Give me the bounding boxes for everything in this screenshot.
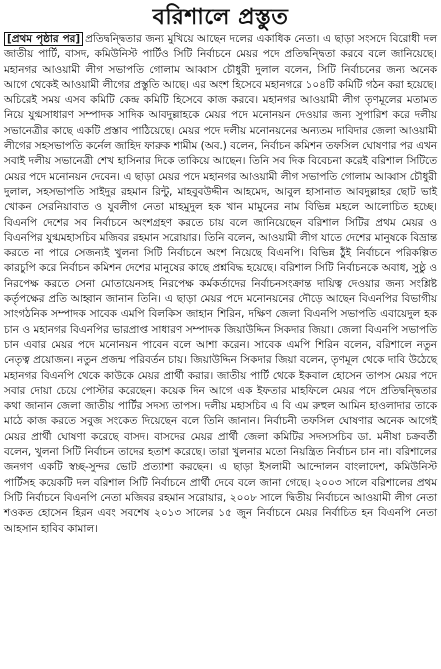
article-text: প্রতিদ্বন্দ্বিতার জন্য মুখিয়ে আছেন দলের একাধিক নেতা। এ ছাড়া সংসদে বিরোধী দল জাতীয় পার্টি, বাসদ, কমিউনিস্ট পার্টিও সিটি নির্বাচনে মেয়র পদে প্রতিদ্বন্দ্বিতা করবে বলে জানিয়েছে। মহানগর আওয়ামী লীগ সভাপতি গোলাম আব্বাস চৌধুরী দুলাল বলেন, সিটি নির্বাচনের জন্য অনেক আগে থেকেই আওয়ামী লীগের প্রস্তুতি আছে। এর অংশ হিসেবে মহানগরে ১০৪টি কমিটি গঠন করা হয়েছে। অচিরেই সময় এসব কমিটি কেন্দ্র কমিটি হিসেবে কাজ করবে। মহানগর আওয়ামী লীগ তৃণমূলের মতামত নিয়ে যুগ্মসাধারণ সম্পাদক সাদিক আবদুল্লাহকে মেয়র পদে মনোনয়ন দেওয়ার জন্য সুপারিশ করে দলীয় সভানেত্রীর কাছে একটি প্রস্তাব পাঠিয়েছে। মেয়র পদে দলীয় মনোনয়নের অন্যতম দাবিদার জেলা আওয়ামী লীগের সহসভাপতি কর্নেল জাহিদ ফারুক শামীম (অব.) বলেন, নির্বাচন কমিশন তফসিল ঘোষণার পর এখন সবাই দলীয় সভানেত্রী শেখ হাসিনার দিকে তাকিয়ে আছেন। তিনি সব দিক বিবেচনা করেই বরিশাল সিটিতে মেয়র পদে মনোনয়ন দেবেন। এ ছাড়া মেয়র পদে মহানগর আওয়ামী লীগ সভাপতি গোলাম আব্বাস চৌধুরী দুলাল, সহসভাপতি সাইদুর রহমান রিন্টু, মাহবুবউদ্দীন আহমেদ, আবুল হাসানাত আবদুল্লাহর ছোট ভাই খোকন সেরনিয়াবাত ও যুবলীগ নেতা মাহমুদুল হক খান মামুনের নাম বিভিন্ন মহলে আলোচিত হচ্ছে। বিএনপি দেশের সব নির্বাচনে অংশগ্রহণ করতে চায় বলে জানিয়েছেন বরিশাল সিটির প্রথম মেয়র ও বিএনপির যুগ্মমহাসচিব মজিবর রহমান সরোয়ার। তিনি বলেন, আওয়ামী লীগ যাতে দেশের মানুষকে বিভ্রান্ত করতে না পারে সেজন্যই খুলনা সিটি নির্বাচনে অংশ নিয়েছে বিএনপি। বিভিন্ন ঠুঁই নির্বাচনে পরিকল্পিত কারচুপি করে নির্বাচন কমিশন দেশের মানুষের কাছে প্রশ্নবিদ্ধ হয়েছে। বরিশাল সিটি নির্বাচনকে অবাধ, সুষ্ঠু ও নিরপেক্ষ করতে সেনা মোতায়েনসহ নিরপেক্ষ কর্মকর্তাদের নির্বাচনসংক্রান্ত দায়িত্ব দেওয়ার জন্য সংশ্লিষ্ট কর্তৃপক্ষের প্রতি আহ্বান জানান তিনি। এ ছাড়া মেয়র পদে মনোনয়নের দৌড়ে আছেন বিএনপির বিভাগীয় সাংগঠনিক সম্পাদক সাবেক এমপি বিলকিস জাহান শিরিন, দক্ষিণ জেলা বিএনপি সভাপতি এবায়েদুল হক চান ও মহানগর বিএনপির ভারপ্রাপ্ত সাধারণ সম্পাদক জিয়াউদ্দিন সিকদার জিয়া। জেলা বিএনপি সভাপতি চান এবার মেয়র পদে মনোনয়ন পাবেন বলে আশা করেন। সাবেক এমপি শিরিন বলেন, বরিশালে নতুন নেতৃত্ব প্রয়োজন। নতুন প্রজন্ম পরিবর্তন চায়। জিয়াউদ্দিন সিকদার জিয়া বলেন, তৃণমূল থেকে দাবি উঠেছে মহানগর বিএনপি থেকে কাউকে মেয়র প্রার্থী করার। জাতীয় পার্টি থেকে ইকবাল হোসেন তাপস মেয়র পদে সবার দোয়া চেয়ে পোস্টার করেছেন। কয়েক দিন আগে এক ইফতার মাহফিলে মেয়র পদে প্রতিদ্বন্দ্বিতার কথা জানান জেলা জাতীয় পার্টির সদস্য তাপস। দলীয় মহাসচিব এ বি এম রুহুল আমিন হাওলাদার তাকে মাঠে কাজ করতে সবুজ সংকেত দিয়েছেন বলে তিনি জানান। নির্বাচনী তফসিল ঘোষণার অনেক আগেই মেয়র প্রার্থী ঘোষণা করেছে বাসদ। বাসদের মেয়র প্রার্থী জেলা কমিটির সদস্যসচিব ডা. মনীষা চক্রবর্তী বলেন, খুলনা সিটি নির্বাচন তাদের হতাশ করেছে। তারা খুলনার মতো নিয়ন্ত্রিত নির্বাচন চান না। বরিশালের জনগণ একটি স্বচ্ছ-সুন্দর ভোট প্রত্যাশা করছেন। এ ছাড়া ইসলামী আন্দোলন বাংলাদেশ, কমিউনিস্ট পার্টিসহ কয়েকটি দল বরিশাল সিটি নির্বাচনে প্রার্থী দেবে বলে জানা গেছে। ২০০৩ সালে বরিশালের প্রথম সিটি নির্বাচনে বিএনপি নেতা মজিবর রহমান সরোয়ার, ২০০৮ সালে দ্বিতীয় নির্বাচনে আওয়ামী লীগ নেতা শওকত হোসেন হিরন এবং সবশেষ ২০১৩ সালের ১৫ জুন নির্বাচনে মেয়র নির্বাচিত হন বিএনপি নেতা আহসান হাবিব কামাল। [4, 33, 437, 535]
article-body [4, 32, 437, 537]
headline: বরিশালে প্রস্তুত [152, 5, 289, 30]
continuation-marker: [প্রথম পৃষ্ঠার পর] [4, 32, 83, 46]
